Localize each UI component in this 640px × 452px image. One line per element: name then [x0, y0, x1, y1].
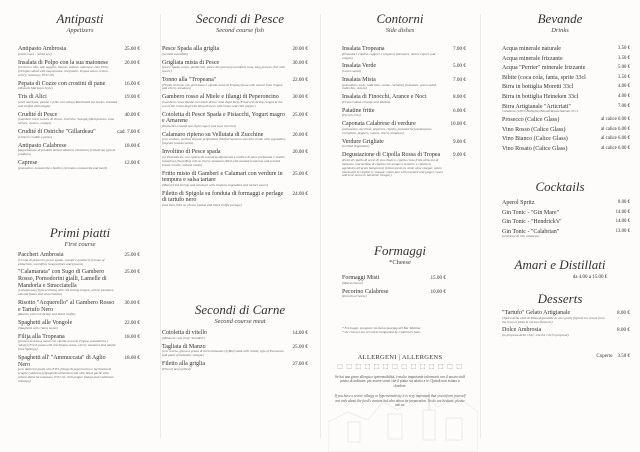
- item-name: Spaghetti alle Vongole: [18, 320, 73, 327]
- menu-item: [342, 121, 466, 135]
- menu-item: [162, 344, 308, 358]
- item-name: Tris di Alici: [18, 94, 47, 101]
- item-name: Involtino di Pesce spada: [162, 149, 221, 156]
- menu-item: [18, 300, 140, 317]
- item-price: 10.00 €: [430, 288, 446, 295]
- item-price: 13.00 €: [615, 228, 630, 234]
- item-description: (Tipico della città di Pizzo disponibile in vari gusti) (typical ice cream from the town of pizzo in various flavours): [502, 315, 605, 324]
- secondi-pesce-subtitle: Second course fish: [216, 27, 264, 34]
- menu-item: [502, 327, 630, 338]
- primi-header: [0, 226, 160, 248]
- item-price: 25.00 €: [292, 343, 308, 350]
- item-price: 6.00 €: [453, 107, 466, 114]
- item-price: 8.00 €: [453, 94, 466, 101]
- coperto: [596, 354, 630, 359]
- menu-item: [162, 94, 308, 108]
- item-name: Tonno alla "Tropeana": [162, 76, 217, 83]
- item-name: Pepata di Cozze con crostini di pane: [18, 80, 106, 87]
- item-name: Tagliata di Manzo: [162, 343, 206, 350]
- item-price: 3.50 €: [618, 74, 630, 80]
- formaggi-header: [320, 244, 480, 266]
- menu-item: [162, 171, 308, 188]
- item-name: Crudité di Ostriche "Gillardeau": [18, 129, 96, 136]
- item-description: (con datterini gialli, olio EVO, filangi di peperoncino e lacrimetta di scaglie calabrese) (Spaghetti all'ammuccata with black garlic with yellow datterini tomatoes, EVO oil, chili pepper filangi and Calabrian bottarga): [18, 367, 114, 383]
- item-description: (Grilled swordfish): [162, 51, 188, 56]
- menu-item: [342, 108, 466, 119]
- item-description: (Pesti di cipolla di aceto di vino bianco, cipolla rossa fritta all'aceto di lampone, marmellata di cipolla con senape e zenzero, e cipolla in agrodolce all'aceto balsamico) (Onion pesto in white wine vinegar, onion marinated in raspberry vinegar, onion jam with mustard and ginger, sweet and sour onion in balsamic vinegar): [342, 157, 443, 178]
- coperto-price: 3.50 €: [617, 354, 630, 359]
- dessert-header: [480, 292, 640, 305]
- item-name: Birra in bottiglia Moretti 33cl: [502, 84, 574, 91]
- item-price: 9.00 €: [453, 138, 466, 145]
- primi-list: [18, 252, 140, 387]
- item-description: (con verdure, mollica di pane profumata) (Stuffed squid on zucchini cream with vegetables, fragrant breadcrumbs): [162, 137, 286, 146]
- item-description: (pomodoro, mais, radicchio, carote, ruchetta) (tomatoes, green salad, radicchio, onions): [342, 82, 437, 91]
- menu-item: [502, 117, 630, 124]
- cocktails-header: [480, 180, 640, 193]
- item-price: al calice 6.00 €: [600, 145, 630, 151]
- formaggi-notes: [342, 326, 466, 334]
- item-description: (Mussels Marinara Style): [18, 86, 53, 91]
- item-description: (Green salad): [342, 69, 361, 73]
- secondi-pesce-list: [162, 46, 308, 211]
- menu-item: [18, 334, 140, 352]
- item-name: Antipasto Ambrosia: [18, 46, 67, 52]
- item-name: Spaghetti all' "Ammuccata" di Aglio Nero: [18, 354, 106, 368]
- dessert-list: [502, 310, 630, 341]
- menu-item: [502, 94, 630, 101]
- item-name: Caprese: [18, 160, 38, 167]
- bevande-list: [502, 46, 630, 155]
- menu-item: [18, 112, 140, 126]
- item-description: (Risotto with red shrimp and black truffle): [18, 312, 76, 317]
- column-bevande: [480, 0, 640, 452]
- item-name: Dolce Ambrosia: [502, 327, 542, 334]
- primi-title: Primi piatti: [49, 225, 111, 240]
- menu-item: [502, 56, 630, 63]
- menu-item: [502, 65, 630, 72]
- contorni-header: [320, 0, 480, 34]
- item-price: 25.00 €: [124, 269, 140, 276]
- item-description: (Pomodori, cipolla, capperi e origano) (tomatoes, onion, capers and oregan): [342, 51, 436, 60]
- amari-title: Amari e Distillati: [514, 257, 606, 272]
- menu-item: [162, 361, 308, 372]
- menu-item: [342, 275, 446, 286]
- item-description: (con rucola, grana a grana di aceto balsamico) (Beef steak with rocket, type of Parmesan and glaze of balsamic vinegar): [162, 349, 284, 357]
- item-price: 4.00 €: [618, 93, 630, 99]
- item-price: 8.00 €: [618, 200, 630, 205]
- item-price: 25.00 €: [292, 111, 308, 118]
- item-name: Acqua "Perrier" minerale frizzante: [502, 65, 586, 72]
- item-description: (Milanese veal chop "breaded"): [162, 335, 206, 340]
- item-name: Crudité di Pesce: [18, 111, 58, 118]
- item-name: Caponata Calabrese di verdure: [342, 121, 416, 128]
- column-secondi: [160, 0, 320, 452]
- antipasti-title: Antipasti: [56, 11, 104, 26]
- menu-item: [502, 127, 630, 134]
- item-description: (su Pomodorini, con ripieno di scamorza affumicata e mollica di pane profumata e vinello sultanino) (Swordfish roll on cherry tomatoes filled with smoked scamorza and scented bread crumbs, sultana raisin): [162, 154, 285, 167]
- column-antipasti-primi: [0, 0, 160, 452]
- item-price: 40.00 €: [124, 111, 140, 118]
- item-price: 25.00 €: [292, 170, 308, 177]
- menu-item: [342, 46, 466, 60]
- menu-item: [502, 75, 630, 82]
- item-price: 5.00 €: [453, 63, 466, 70]
- item-price: 3.50 €: [618, 46, 630, 51]
- item-price: 30.00 €: [292, 59, 308, 66]
- item-price: 25.00 €: [124, 46, 140, 52]
- item-description: (pomodoro, mozzarella e basilico) (tomato, mozzarella and basil): [18, 165, 107, 170]
- menu-item: [502, 219, 630, 226]
- item-name: Prosecco (Calice Glass): [502, 117, 560, 124]
- item-price: 12.00 €: [124, 160, 140, 167]
- item-name: Vino Rosso (Calice Glass): [502, 126, 566, 133]
- item-name: Acqua minerale naturale: [502, 46, 561, 52]
- item-name: "Calamarata" con Sugo di Gambero Rosso, Pomodorini gialli, Lamelle di Mandorla e Stracciatella: [18, 269, 107, 289]
- item-price: 7.00 €: [453, 76, 466, 83]
- item-description: (pasta tracciata a mano con cipolla rossa di Tropea, pomodorini e 'nduja) (Fresh pasta with red Tropea onion, cherry tomatoes and ndujia from Spilinga): [18, 339, 116, 351]
- item-name: Filija alla Tropeana: [18, 333, 65, 340]
- menu-item: [18, 94, 140, 108]
- item-name: Verdure Grigliate: [342, 138, 384, 145]
- menu-item: [502, 104, 630, 115]
- item-name: Aperol Spritz: [502, 200, 535, 206]
- item-name: Calamaro ripieno su Vellutata di Zucchine: [162, 131, 264, 138]
- allergens-text-it: Se hai una grave allergia o ipersensibilità, è molto importante informarti con il nostro staff prima di ordinare, per essere sicuri che il piatto sia adatto a te. Quindi non esitare a chiedere.: [335, 375, 465, 388]
- menu-item: [502, 310, 630, 324]
- item-description: (Crema di pistacchi, pesce spada, scampi e gamberi) (Cream of pistachios, swordfish, langoustines and prawns): [18, 257, 105, 266]
- secondi-carne-title: Secondi di Carne: [194, 302, 286, 317]
- item-price: 30.00 €: [292, 94, 308, 101]
- menu-item: [342, 94, 466, 105]
- item-name: Antipasto Calabrese: [18, 142, 67, 149]
- menu-item: [342, 152, 466, 178]
- item-price: 14.00 €: [615, 209, 630, 215]
- item-price: al calice 6.00 €: [600, 136, 630, 142]
- item-name: Vino Rosato (Calice Glass): [502, 145, 568, 152]
- item-name: Gin Tonic - "Gin Mare": [502, 209, 560, 216]
- item-price: al calice 6.00 €: [600, 117, 630, 123]
- item-price: 10.00 €: [450, 121, 466, 128]
- menu-item: [18, 81, 140, 92]
- menu-item: [502, 210, 630, 217]
- item-description: (pesce spada, tonno, gamberoni, pesce del giorno) (swordfish, tuna, king prawns, fish with leaves): [162, 65, 285, 73]
- item-description: (Filetto di tonno con germinato e cipolla rossa di Tropea) (tuna with onions from Tropea and cherry tomatoes): [162, 82, 283, 91]
- item-price: 9.00 €: [453, 152, 466, 159]
- item-description: (Mixed fried shrimp and calamari with tempura vegetables and tartare sauce): [162, 182, 268, 187]
- menu-item: [502, 136, 630, 143]
- menu-item: [502, 146, 630, 153]
- item-price: 4.00 €: [618, 84, 630, 90]
- item-description: (Spaghetti with Clams sauce): [18, 325, 58, 330]
- item-description: (Gambero rosso flambé con miele della Costa degli Dei) (Fried red shrimp caught in the sea of the Costa degli Dei King Prawns with honey and chili pepper): [162, 99, 283, 108]
- menu-item: [18, 143, 140, 157]
- coperto-label: Coperto: [596, 354, 613, 359]
- column-contorni: [320, 0, 480, 452]
- bevande-title: Bevande: [537, 11, 583, 26]
- item-name: Bibite (coca cola, fanta, sprite 33cl: [502, 74, 586, 81]
- menu-item: [18, 252, 140, 266]
- menu-item: [18, 46, 140, 57]
- item-name: Degustazione di Cipolla Rossa di Tropea: [342, 152, 441, 159]
- item-price: 22.00 €: [292, 76, 308, 83]
- item-name: Pesce Spada alla griglia: [162, 46, 220, 52]
- antipasti-header: [0, 0, 160, 34]
- item-name: Patatine fritte: [342, 107, 375, 114]
- allergens-title: ALLERGENI | ALLERGENS: [357, 354, 443, 361]
- item-price: 20.00 €: [292, 131, 308, 138]
- item-description: (Pecorino cheese): [342, 294, 367, 299]
- item-name: Filetto di Spigola su fonduta di formaggi e perlage di tartufo nero: [162, 190, 284, 204]
- item-name: Fritto misto di Gamberi e Calamari con verdure in tempura e salsa tartare: [162, 170, 283, 184]
- menu-item: [162, 132, 308, 146]
- menu-item: [342, 63, 466, 74]
- item-name: Gambero rosso al Miele e filangi di Peperoncino: [162, 94, 279, 101]
- item-description: (degustazione di prodotti della tradizione calabrese) (Calabrian typical products): [18, 148, 116, 157]
- item-price: 8.00 €: [617, 310, 630, 316]
- item-price: 15.00 €: [430, 275, 446, 281]
- item-name: Vino Bianco (Calice Glass): [502, 136, 568, 143]
- allergen-icons: ⬚ ⬚ ⬚ ⬚ ⬚ ⬚ ⬚ ⬚ ⬚ ⬚ ⬚ ⬚ ⬚ ⬚: [337, 364, 463, 370]
- item-price: 30.00 €: [124, 300, 140, 306]
- item-price: 20.00 €: [292, 149, 308, 156]
- menu-item: [162, 112, 308, 129]
- item-description: (French fries): [342, 113, 361, 118]
- item-description: (ricciolo e olio, olio leggero, limone, sedano, maionese, olio EVO) (Octopus salad with mayonnaise, red potato, Tropea onion, lemon, celery, rosemary, EVO oil): [18, 65, 109, 77]
- allergens-text-en: If you have a severe allergy or hypersensitivity it is very important that you inform yourself not only about the food's content but also about its preparation. So do not hesitate, please ask us.: [334, 394, 466, 408]
- menu-item: [342, 77, 466, 91]
- bevande-subtitle: Drinks: [551, 27, 569, 34]
- item-description: (Sea bass fillet on cheese fondue and black truffle perlage): [162, 202, 242, 207]
- item-description: (selezione di Gin calabrini): [502, 234, 540, 239]
- secondi-carne-header: [160, 303, 320, 325]
- secondi-pesce-header: [160, 0, 320, 34]
- item-name: Cotoletta di vitello: [162, 330, 207, 336]
- cocktails-list: [502, 200, 630, 242]
- menu-item: [18, 269, 140, 297]
- item-price: 19.00 €: [124, 94, 140, 101]
- item-price: 5.00 €: [618, 65, 630, 71]
- menu-item: [162, 60, 308, 74]
- item-name: Insalata Tropeana: [342, 46, 385, 52]
- menu-item: [502, 84, 630, 91]
- item-price: 22.00 €: [124, 320, 140, 327]
- menu-item: [502, 229, 630, 240]
- item-description: (Fennel salad, Orange and Walnut): [342, 99, 391, 104]
- menu-item: [162, 77, 308, 91]
- item-description: (Calamarata (Typical Pasta) with red shrimp tongue, yellow tomatoes, almond flakes and stracciatella): [18, 288, 114, 297]
- formaggi-note: * the cheeses are served accompanied by Calabrian Jams: [342, 330, 421, 334]
- item-name: "Tartufo" Gelato Artigianale: [502, 310, 571, 316]
- primi-subtitle: First course: [64, 241, 96, 248]
- item-name: Filetto alla griglia: [162, 360, 205, 367]
- formaggi-title: Formaggi: [374, 243, 426, 258]
- amari-header: [480, 258, 640, 280]
- item-name: Insalata di Polpo con la sua maionese: [18, 59, 108, 66]
- formaggi-list: [342, 275, 446, 302]
- item-description: (alici marinate, panate e fritte con salsa) (Marinated anchovies, breaded and stuffed with ndujia): [18, 99, 118, 108]
- item-name: Paccheri Ambrosia: [18, 252, 64, 258]
- item-price: 18.00 €: [124, 354, 140, 361]
- item-name: Cotoletta di Pesce Spada e Pistacchi, Yogurt magro e Amarene: [162, 111, 285, 125]
- secondi-pesce-title: Secondi di Pesce: [195, 11, 285, 26]
- item-price: al calice 6.00 €: [600, 126, 630, 132]
- contorni-title: Contorni: [376, 11, 424, 26]
- item-name: Formaggi Misti: [342, 275, 380, 281]
- item-price: 3.50 €: [618, 55, 630, 61]
- item-description: (melanzane, zucchine, peperoni, cipolla, pomodorini) (aubergines, courgettes, peppers, onions, cherry tomatoes): [342, 126, 433, 135]
- formaggi-note: * Formaggi, mangiare sin dal acqua/pag del Bar Mattina: [342, 326, 421, 330]
- item-price: 8.00 €: [617, 327, 630, 334]
- item-price: 20.00 €: [124, 59, 140, 66]
- menu-item: [18, 60, 140, 78]
- antipasti-subtitle: Appetizers: [66, 27, 94, 34]
- item-price: 18.00 €: [124, 142, 140, 149]
- item-name: Insalata Mista: [342, 76, 376, 83]
- item-price: 27.00 €: [292, 360, 308, 367]
- item-price: 24.00 €: [292, 190, 308, 197]
- item-name: Gin Tonic - "Hendrick's": [502, 219, 562, 226]
- menu-item: [162, 191, 308, 208]
- menu-item: [162, 149, 308, 167]
- item-price: 18.00 €: [124, 333, 140, 340]
- menu-item: [18, 355, 140, 384]
- dessert-title: Desserts: [537, 291, 583, 306]
- secondi-carne-list: [162, 330, 308, 374]
- contorni-list: [342, 46, 466, 181]
- village-sketch-image: [328, 352, 478, 452]
- item-price: 25.00 €: [124, 252, 140, 258]
- secondi-carne-subtitle: Second course meat: [214, 318, 266, 325]
- item-description: (Filet of beef grilled): [162, 366, 191, 371]
- menu-item: [18, 160, 140, 171]
- item-description: (Pistachio-crusted spa, light yogurt and sour cherries): [162, 123, 237, 128]
- item-price: 7.00 €: [618, 103, 630, 109]
- item-name: Pecorino Calabrese: [342, 288, 389, 295]
- item-name: Insalata Verde: [342, 63, 377, 70]
- item-description: (Mixed cheese): [342, 280, 363, 285]
- item-price: 7.00 €: [453, 46, 466, 52]
- item-name: Gin Tonic - "Calabrian": [502, 228, 560, 235]
- item-name: Birra Artigianale "Articriati": [502, 103, 571, 110]
- item-price: 16.00 €: [124, 80, 140, 87]
- menu-item: [18, 129, 140, 140]
- menu-item: [162, 46, 308, 57]
- menu-item: [18, 320, 140, 331]
- item-name: Birra in bottiglia Heineken 33cl: [502, 93, 579, 100]
- formaggi-subtitle: *Cheese: [389, 259, 411, 266]
- menu-item: [502, 46, 630, 53]
- antipasti-list: [18, 46, 140, 174]
- menu-item: [502, 200, 630, 207]
- item-name: Risotto "Acquerello" al Gambero Rosso e Tartufo Nero: [18, 300, 115, 313]
- bevande-header: [480, 0, 640, 34]
- item-description: Calabrese (100% Bottiglia) Blonde/Rossa/Salento 33 cl.: [502, 109, 579, 114]
- item-description: (Grilled Vegetables): [342, 144, 370, 149]
- item-price: 14.00 €: [615, 219, 630, 225]
- item-name: Grigliata mista di Pesce: [162, 59, 220, 66]
- item-name: Insalata di Finocchi, Arance e Noci: [342, 94, 427, 101]
- item-price: 20.00 €: [292, 46, 308, 52]
- item-description: (Oysters crudité a pezzo): [18, 134, 52, 139]
- contorni-subtitle: Side dishes: [385, 27, 415, 34]
- item-name: Acqua minerale frizzante: [502, 55, 563, 62]
- item-description: (Gamberi rossi, tartare di Tonno, Ostriche, Scampi) (Red prawns, tuna tartare, oysters, scampi): [18, 117, 115, 126]
- menu-item: [342, 139, 466, 150]
- item-price: cad. 7.00 €: [117, 129, 140, 136]
- menu-item: [162, 330, 308, 341]
- item-description: (la proposta dello Chef - Da the Chef's proposal): [502, 333, 569, 337]
- item-price: 14.00 €: [292, 330, 308, 336]
- item-description: (misto mare - mixed sea): [18, 51, 52, 56]
- cocktails-title: Cocktails: [535, 179, 585, 194]
- amari-price: da 4.00 a 15.00 €: [572, 275, 608, 280]
- menu-item: [342, 289, 446, 300]
